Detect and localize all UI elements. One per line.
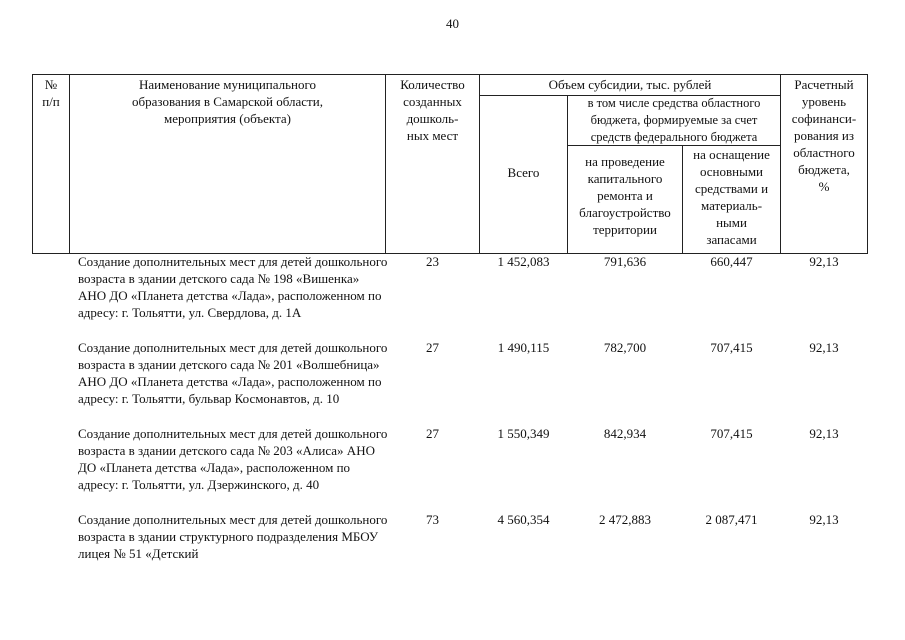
header-col-federal: в том числе средства областного бюджета, формируемые за счет средств федерального бюджета <box>587 96 761 144</box>
header-col-name: Наименование муниципального образования в Самарской области, мероприятия (объекта) <box>132 77 323 126</box>
table-cell-repair: 791,636 <box>603 254 647 269</box>
table-cell-places: 27 <box>426 426 439 441</box>
table-cell-level: 92,13 <box>809 512 839 527</box>
table-cell-level: 92,13 <box>809 426 839 441</box>
header-col-number: № п/п <box>42 77 60 109</box>
table-cell-total: 1 550,349 <box>497 426 550 441</box>
table-cell-repair: 842,934 <box>603 426 647 441</box>
table-cell-equipment: 707,415 <box>710 340 753 355</box>
table-row-name: Создание дополнительных мест для детей дошкольного возраста в здании детского сада № 201 «Волшебница» АНО ДО «Планета детства «Лада», расположенном по адресу: г. Тольятти, бульвар Космонавтов, д. 10 <box>78 340 388 406</box>
table-cell-equipment: 2 087,471 <box>705 512 758 527</box>
table-cell-repair: 2 472,883 <box>599 512 651 527</box>
table-cell-equipment: 660,447 <box>710 254 753 269</box>
table-cell-total: 1 452,083 <box>497 254 550 269</box>
header-col-equipment: на оснащение основными средствами и материаль- ными запасами <box>693 147 770 247</box>
table-row-name: Создание дополнительных мест для детей дошкольного возраста в здании структурного подразделения МБОУ лицея № 51 «Детский <box>78 512 388 561</box>
header-col-places: Количество созданных дошколь- ных мест <box>400 77 465 143</box>
header-col-subsidy: Объем субсидии, тыс. рублей <box>548 77 712 92</box>
table-row-name: Создание дополнительных мест для детей дошкольного возраста в здании детского сада № 198 «Вишенка» АНО ДО «Планета детства «Лада», расположенном по адресу: г. Тольятти, ул. Свердлова, д. 1А <box>78 254 388 320</box>
table-cell-repair: 782,700 <box>603 340 647 355</box>
table-cell-places: 23 <box>426 254 439 269</box>
header-col-repair: на проведение капитального ремонта и благоустройство территории <box>579 154 671 237</box>
table-cell-places: 27 <box>426 340 439 355</box>
table-cell-places: 73 <box>426 512 439 527</box>
table-cell-total: 4 560,354 <box>497 512 550 527</box>
page-number: 40 <box>446 16 459 31</box>
table-cell-equipment: 707,415 <box>710 426 753 441</box>
header-col-level: Расчетный уровень софинанси- рования из областного бюджета, % <box>791 77 857 194</box>
table-cell-total: 1 490,115 <box>497 340 550 355</box>
table-cell-level: 92,13 <box>809 254 839 269</box>
header-col-total: Всего <box>507 165 540 180</box>
table-cell-level: 92,13 <box>809 340 839 355</box>
table-row-name: Создание дополнительных мест для детей дошкольного возраста в здании детского сада № 203 «Алиса» АНО ДО «Планета детства «Лада», расположенном по адресу: г. Тольятти, ул. Дзержинского, д. 40 <box>78 426 388 492</box>
